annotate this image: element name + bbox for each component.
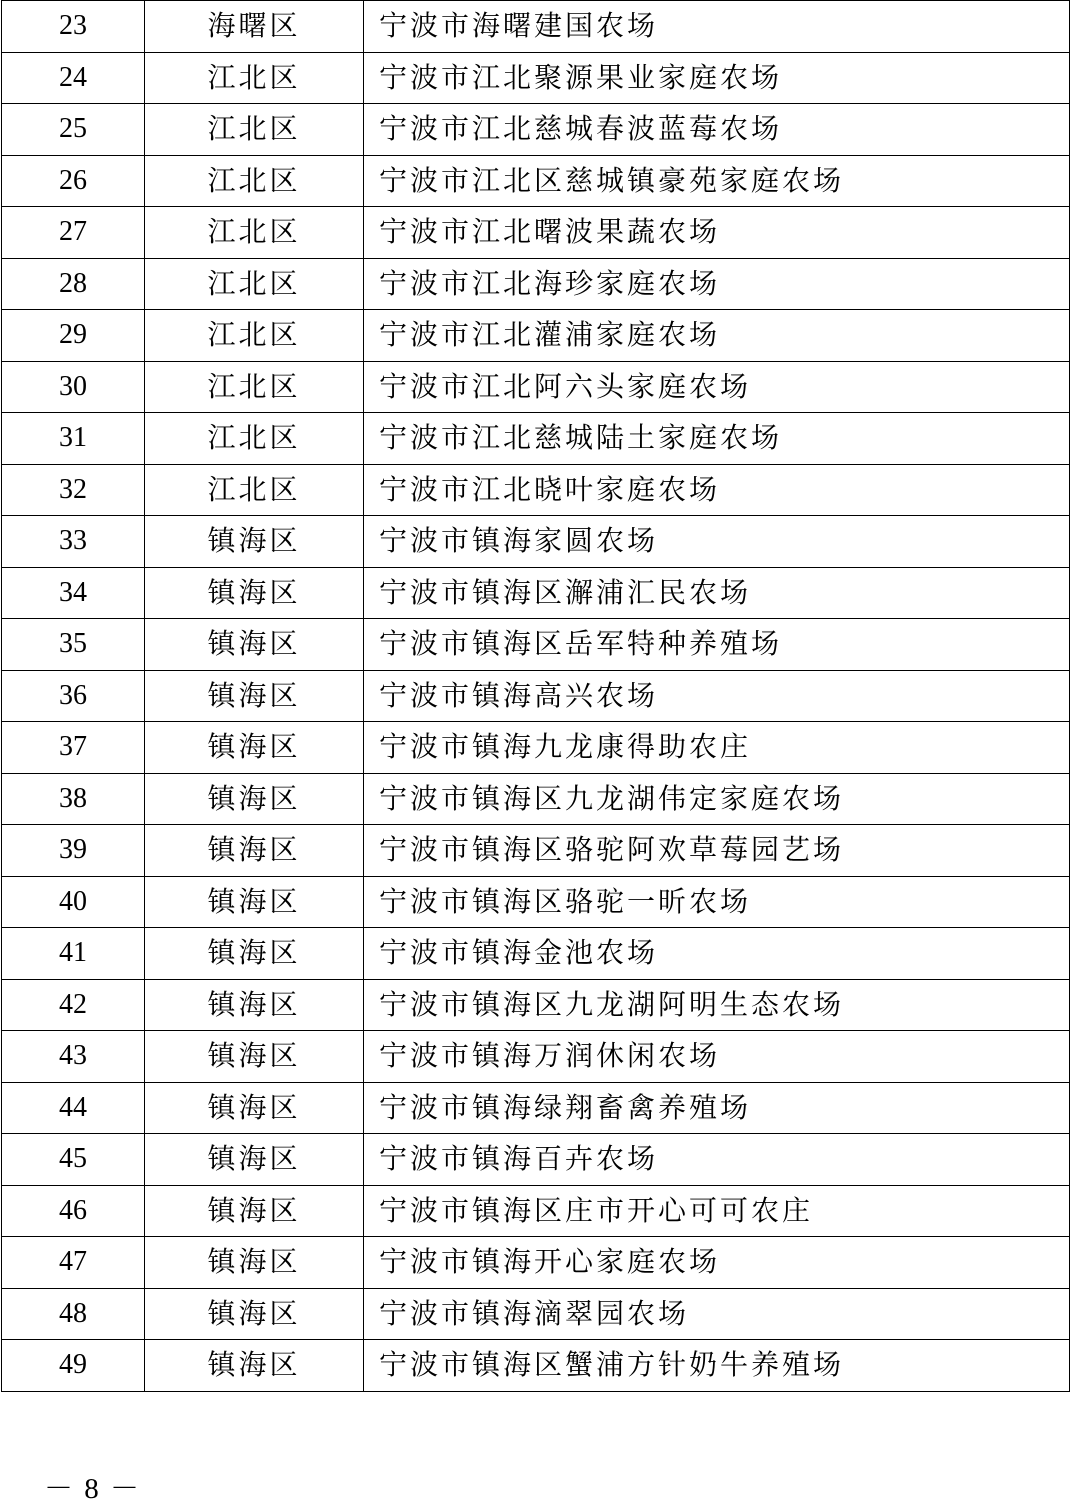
district-cell: 镇海区 — [145, 1031, 364, 1083]
district-cell: 江北区 — [145, 258, 364, 310]
table-row — [2, 258, 1070, 310]
farm-name-cell: 宁波市江北曙波果蔬农场 — [364, 207, 1070, 259]
district-cell: 镇海区 — [145, 876, 364, 928]
district-cell: 江北区 — [145, 52, 364, 104]
table-row — [2, 1134, 1070, 1186]
farm-list-table — [1, 0, 1070, 1392]
district-cell: 镇海区 — [145, 516, 364, 568]
farm-name-cell: 宁波市镇海区骆驼阿欢草莓园艺场 — [364, 825, 1070, 877]
row-number-cell: 26 — [2, 155, 145, 207]
farm-name-cell: 宁波市镇海家圆农场 — [364, 516, 1070, 568]
district-cell: 江北区 — [145, 104, 364, 156]
row-number-cell: 31 — [2, 413, 145, 465]
table-row — [2, 1288, 1070, 1340]
district-cell: 江北区 — [145, 361, 364, 413]
district-cell: 镇海区 — [145, 722, 364, 774]
district-cell: 镇海区 — [145, 670, 364, 722]
district-cell: 镇海区 — [145, 567, 364, 619]
district-cell: 海曙区 — [145, 1, 364, 53]
farm-name-cell: 宁波市江北阿六头家庭农场 — [364, 361, 1070, 413]
row-number-cell: 32 — [2, 464, 145, 516]
table-row — [2, 876, 1070, 928]
table-row — [2, 670, 1070, 722]
farm-name-cell: 宁波市江北区慈城镇豪苑家庭农场 — [364, 155, 1070, 207]
table-row — [2, 413, 1070, 465]
farm-name-cell: 宁波市江北灌浦家庭农场 — [364, 310, 1070, 362]
district-cell: 镇海区 — [145, 1288, 364, 1340]
table-row — [2, 1, 1070, 53]
district-cell: 镇海区 — [145, 1340, 364, 1392]
farm-name-cell: 宁波市江北慈城陆土家庭农场 — [364, 413, 1070, 465]
district-cell: 镇海区 — [145, 1237, 364, 1289]
district-cell: 江北区 — [145, 310, 364, 362]
farm-name-cell: 宁波市海曙建国农场 — [364, 1, 1070, 53]
farm-name-cell: 宁波市镇海区岳军特种养殖场 — [364, 619, 1070, 671]
district-cell: 江北区 — [145, 207, 364, 259]
row-number-cell: 23 — [2, 1, 145, 53]
district-cell: 镇海区 — [145, 619, 364, 671]
table-row — [2, 52, 1070, 104]
table-row — [2, 1082, 1070, 1134]
district-cell: 江北区 — [145, 464, 364, 516]
farm-name-cell: 宁波市江北慈城春波蓝莓农场 — [364, 104, 1070, 156]
farm-name-cell: 宁波市江北海珍家庭农场 — [364, 258, 1070, 310]
row-number-cell: 48 — [2, 1288, 145, 1340]
district-cell: 江北区 — [145, 155, 364, 207]
table-row — [2, 1031, 1070, 1083]
row-number-cell: 39 — [2, 825, 145, 877]
farm-name-cell: 宁波市镇海区九龙湖阿明生态农场 — [364, 979, 1070, 1031]
farm-name-cell: 宁波市镇海万润休闲农场 — [364, 1031, 1070, 1083]
district-cell: 镇海区 — [145, 928, 364, 980]
row-number-cell: 43 — [2, 1031, 145, 1083]
farm-name-cell: 宁波市镇海区庄市开心可可农庄 — [364, 1185, 1070, 1237]
row-number-cell: 24 — [2, 52, 145, 104]
table-row — [2, 979, 1070, 1031]
row-number-cell: 27 — [2, 207, 145, 259]
table-row — [2, 1185, 1070, 1237]
row-number-cell: 28 — [2, 258, 145, 310]
table-row — [2, 1237, 1070, 1289]
row-number-cell: 33 — [2, 516, 145, 568]
farm-list-body — [2, 1, 1070, 1392]
row-number-cell: 29 — [2, 310, 145, 362]
row-number-cell: 38 — [2, 773, 145, 825]
table-row — [2, 825, 1070, 877]
row-number-cell: 42 — [2, 979, 145, 1031]
table-row — [2, 516, 1070, 568]
row-number-cell: 36 — [2, 670, 145, 722]
district-cell: 镇海区 — [145, 1134, 364, 1186]
table-row — [2, 567, 1070, 619]
row-number-cell: 34 — [2, 567, 145, 619]
table-row — [2, 310, 1070, 362]
farm-name-cell: 宁波市镇海高兴农场 — [364, 670, 1070, 722]
farm-name-cell: 宁波市镇海区九龙湖伟定家庭农场 — [364, 773, 1070, 825]
row-number-cell: 41 — [2, 928, 145, 980]
row-number-cell: 45 — [2, 1134, 145, 1186]
district-cell: 镇海区 — [145, 1185, 364, 1237]
table-row — [2, 928, 1070, 980]
farm-name-cell: 宁波市镇海开心家庭农场 — [364, 1237, 1070, 1289]
farm-name-cell: 宁波市镇海区骆驼一昕农场 — [364, 876, 1070, 928]
farm-name-cell: 宁波市镇海金池农场 — [364, 928, 1070, 980]
row-number-cell: 46 — [2, 1185, 145, 1237]
district-cell: 镇海区 — [145, 773, 364, 825]
table-row — [2, 722, 1070, 774]
table-row — [2, 619, 1070, 671]
farm-name-cell: 宁波市江北晓叶家庭农场 — [364, 464, 1070, 516]
table-row — [2, 361, 1070, 413]
table-row — [2, 104, 1070, 156]
district-cell: 镇海区 — [145, 825, 364, 877]
farm-name-cell: 宁波市镇海百卉农场 — [364, 1134, 1070, 1186]
farm-name-cell: 宁波市镇海绿翔畜禽养殖场 — [364, 1082, 1070, 1134]
farm-name-cell: 宁波市镇海区蟹浦方针奶牛养殖场 — [364, 1340, 1070, 1392]
row-number-cell: 47 — [2, 1237, 145, 1289]
table-row — [2, 155, 1070, 207]
table-row — [2, 207, 1070, 259]
table-row — [2, 773, 1070, 825]
table-row — [2, 1340, 1070, 1392]
farm-name-cell: 宁波市镇海区澥浦汇民农场 — [364, 567, 1070, 619]
farm-name-cell: 宁波市镇海滴翠园农场 — [364, 1288, 1070, 1340]
row-number-cell: 40 — [2, 876, 145, 928]
row-number-cell: 35 — [2, 619, 145, 671]
row-number-cell: 25 — [2, 104, 145, 156]
row-number-cell: 44 — [2, 1082, 145, 1134]
table-row — [2, 464, 1070, 516]
farm-name-cell: 宁波市镇海九龙康得助农庄 — [364, 722, 1070, 774]
district-cell: 江北区 — [145, 413, 364, 465]
page-number: － 8 － — [44, 1473, 142, 1505]
district-cell: 镇海区 — [145, 979, 364, 1031]
district-cell: 镇海区 — [145, 1082, 364, 1134]
farm-name-cell: 宁波市江北聚源果业家庭农场 — [364, 52, 1070, 104]
row-number-cell: 30 — [2, 361, 145, 413]
row-number-cell: 37 — [2, 722, 145, 774]
row-number-cell: 49 — [2, 1340, 145, 1392]
